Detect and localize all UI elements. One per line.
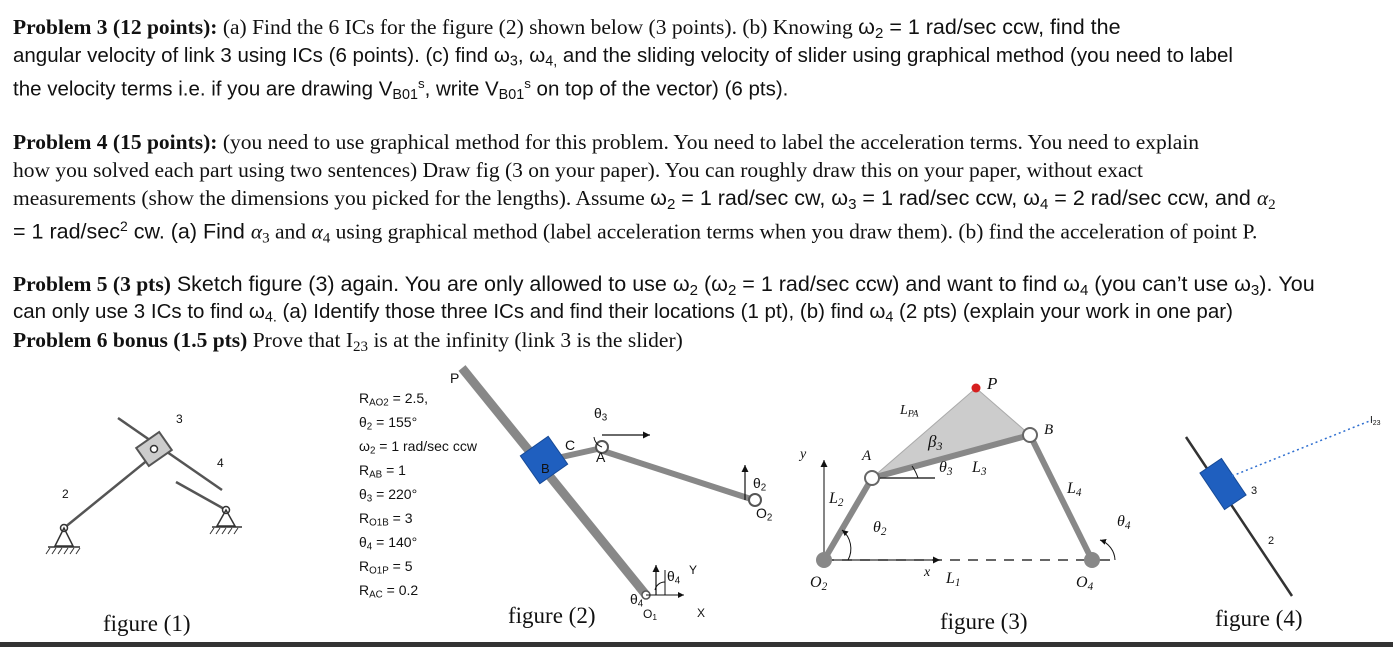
figure-4-mechanism bbox=[1186, 420, 1372, 596]
figure-4-label-I23: $I_{23}$ bbox=[1370, 415, 1381, 427]
figure-3-label-L1: $L_1$ bbox=[946, 570, 961, 589]
figure-2-label-O1: $O_1$ bbox=[643, 607, 658, 623]
figure-3-link-4 bbox=[1030, 435, 1092, 560]
problem-3-line-2: angular velocity of link 3 using ICs (6 points). (c) find $\omega_3$, $\omega_{4,}$ and the sliding velocity of slider using graphical method (you need to label bbox=[13, 44, 1233, 70]
problem-5-heading: Problem 5 (3 pts) bbox=[13, 272, 171, 296]
figure-3-mechanism bbox=[816, 384, 1115, 569]
figure-2-label-theta4: $\theta_4$ bbox=[667, 568, 681, 587]
figure-3-label-theta4: $\theta_4$ bbox=[1117, 513, 1131, 532]
problem-3-line-1: Problem 3 (12 points): (a) Find the 6 ICs for the figure (2) shown below (3 points). (b) Knowing $\omega_2 = 1$ rad/sec ccw, find the bbox=[13, 15, 1121, 42]
problem-4-heading: Problem 4 (15 points): bbox=[13, 130, 218, 154]
problem-4-line-2: how you solved each part using two sentences) Draw fig (3 on your paper). You can roughly draw this on your paper, without exact bbox=[13, 158, 1144, 182]
problem-6: Problem 6 bonus (1.5 pts) Prove that $I_{23}$ is at the infinity (link 3 is the slider) bbox=[13, 328, 683, 355]
figure-3-label-A: A bbox=[862, 448, 872, 464]
figure-3-caption: figure (3) bbox=[940, 609, 1028, 634]
figure-1-label-3: 3 bbox=[176, 412, 183, 426]
figure-3-label-L4: $L_4$ bbox=[1067, 480, 1082, 499]
problem-6-heading: Problem 6 bonus (1.5 pts) bbox=[13, 328, 248, 352]
problem-3-line-3: the velocity terms i.e. if you are drawing $V_{B01}^s$, write $V_{B01}^s$ on top of the vector) (6 pts). bbox=[13, 76, 789, 103]
figure-3-pin-O2 bbox=[816, 552, 832, 568]
figure-2-label-theta2: $\theta_2$ bbox=[753, 475, 767, 494]
figure-2-caption: figure (2) bbox=[508, 603, 596, 628]
figure-3-point-P bbox=[972, 384, 981, 393]
figure-2-parameters: $R_{AO2} = 2.5$, $\theta_2 = 155^\circ$ $\omega_2 = 1$ rad/sec ccw $R_{AB} = 1$ $\theta_3 = 220^\circ$ $R_{O1B} = 3$ $\theta_4 = 140^\circ$ $R_{O1P} = 5$ $R_{AC} = 0.2$ bbox=[359, 390, 477, 600]
figure-1-label-4: 4 bbox=[217, 456, 224, 470]
figure-4-label-3: 3 bbox=[1251, 485, 1258, 497]
figure-3-label-theta3: $\theta_3$ bbox=[939, 459, 953, 478]
figure-2-label-P: P bbox=[450, 370, 460, 386]
figure-2-link-4 bbox=[462, 368, 646, 595]
figure-4-caption: figure (4) bbox=[1215, 606, 1303, 631]
figure-2-label-C: C bbox=[565, 437, 576, 453]
problem-4-line-4: = 1 rad/$\sec^2$ cw. (a) Find $\alpha_3$ and $\alpha_4$ using graphical method (label acceleration terms when you draw them). (b) find the acceleration of point P. bbox=[13, 218, 1258, 247]
figure-3-label-P: P bbox=[987, 374, 998, 393]
figure-2-mechanism bbox=[462, 368, 761, 599]
figure-3-label-y: y bbox=[800, 447, 807, 462]
problem-4-line-1: Problem 4 (15 points): (you need to use graphical method for this problem. You need to label the acceleration terms. You need to explain bbox=[13, 130, 1200, 154]
figure-2-label-A: A bbox=[596, 449, 606, 465]
figure-3-label-x: x bbox=[924, 565, 931, 580]
figure-3-label-B: B bbox=[1044, 422, 1054, 438]
figure-2-label-theta4b: $\theta_4$ bbox=[630, 591, 644, 610]
figure-3-pin-A bbox=[865, 471, 879, 485]
bottom-divider bbox=[0, 642, 1393, 647]
problem-3-heading: Problem 3 (12 points): bbox=[13, 15, 218, 39]
figure-4-ic-line bbox=[1232, 420, 1372, 476]
figure-2-label-X: X bbox=[697, 606, 706, 620]
figure-2-label-O2: $O_2$ bbox=[756, 505, 773, 524]
figure-2-label-Y: Y bbox=[689, 563, 698, 577]
figure-1-mechanism bbox=[46, 418, 242, 554]
figure-3-label-LPA: $L_{PA}$ bbox=[900, 403, 919, 420]
figure-2-link-2 bbox=[600, 450, 754, 500]
figure-1-label-2: 2 bbox=[62, 487, 69, 501]
figure-3-pin-O4 bbox=[1084, 552, 1100, 568]
problem-5-line-1: Problem 5 (3 pts) Sketch figure (3) again. You are only allowed to use $\omega_2$ ($\omega_2 = 1$ rad/sec ccw) and want to find $\omega_4$ (you can’t use $\omega_3$). You bbox=[13, 272, 1315, 299]
figure-3-label-O4: $O_4$ bbox=[1076, 574, 1094, 593]
figure-1-link-4 bbox=[118, 418, 222, 490]
figure-3-pin-B bbox=[1023, 428, 1037, 442]
figure-3-label-beta3: $\beta_3$ bbox=[928, 432, 943, 453]
figure-3-label-L3: $L_3$ bbox=[972, 459, 987, 478]
figure-4-label-2: 2 bbox=[1268, 535, 1275, 547]
figure-4-link-2 bbox=[1186, 437, 1292, 596]
figure-3-label-O2: $O_2$ bbox=[810, 574, 828, 593]
problem-4-line-3: measurements (show the dimensions you picked for the lengths). Assume $\omega_2 = 1$ rad/sec cw, $\omega_3 = 1$ rad/sec ccw, $\omega_4 = 2$ rad/sec ccw, and $\alpha_2$ bbox=[13, 186, 1276, 213]
problem-5-line-2: can only use 3 ICs to find $\omega_{4.}$ (a) Identify those three ICs and find their locations (1 pt), (b) find $\omega_4$ (2 pts) (explain your work in one par) bbox=[13, 300, 1233, 326]
figure-2-label-theta3: $\theta_3$ bbox=[594, 405, 608, 424]
figure-2-label-B: B bbox=[541, 461, 550, 476]
figure-1-caption: figure (1) bbox=[103, 611, 191, 636]
figure-3-label-theta2: $\theta_2$ bbox=[873, 519, 887, 538]
figure-3-label-L2: $L_2$ bbox=[829, 490, 844, 509]
